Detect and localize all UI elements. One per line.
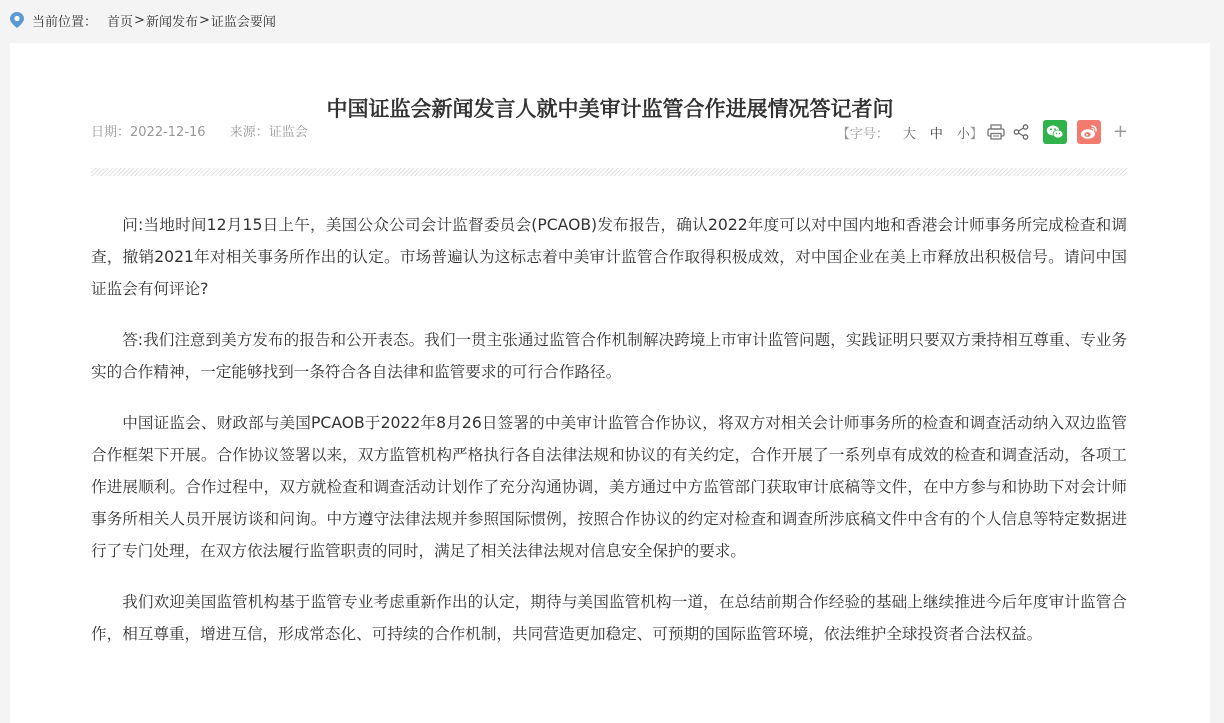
share-icon[interactable]: [1013, 124, 1029, 140]
wechat-icon[interactable]: [1043, 120, 1067, 144]
font-size-bracket-close: 】: [969, 126, 983, 142]
article-body: [91, 209, 1127, 669]
breadcrumb-separator: >: [134, 12, 145, 28]
breadcrumb-news-link[interactable]: 新闻发布: [145, 14, 198, 30]
article-paragraph: 中国证监会、财政部与美国PCAOB于2022年8月26日签署的中美审计监管合作协议，将双方对相关会计师事务所的检查和调查活动纳入双边监管合作框架下开展。合作协议签署以来，双方监管机构严格执行各自法律法规和协议的有关约定，合作开展了一系列卓有成效的检查和调查活动，各项工作进展顺利。合作过程中，双方就检查和调查活动计划作了充分沟通协调，美方通过中方监管部门获取审计底稿等文件，在中方参与和协助下对会计师事务所相关人员开展访谈和问询。中方遵守法律法规并参照国际惯例，按照合作协议的约定对检查和调查所涉底稿文件中含有的个人信息等特定数据进行了专门处理，在双方依法履行监管职责的同时，满足了相关法律法规对信息安全保护的要求。: [91, 414, 1127, 560]
article-paragraph: 我们欢迎美国监管机构基于监管专业考虑重新作出的认定，期待与美国监管机构一道，在总结前期合作经验的基础上继续推进今后年度审计监管合作，相互尊重，增进互信，形成常态化、可持续的合作机制，共同营造更加稳定、可预期的国际监管环境，依法维护全球投资者合法权益。: [91, 593, 1127, 643]
location-pin-icon: [10, 12, 24, 28]
breadcrumb-current-link[interactable]: 证监会要闻: [210, 14, 276, 30]
weibo-icon[interactable]: [1077, 120, 1101, 144]
article-card: [10, 43, 1210, 723]
font-size-large-button[interactable]: 大: [902, 126, 916, 142]
article-paragraph: 答:我们注意到美方发布的报告和公开表态。我们一贯主张通过监管合作机制解决跨境上市审计监管问题，实践证明只要双方秉持相互尊重、专业务实的合作精神，一定能够找到一条符合各自法律和监管要求的可行合作路径。: [91, 331, 1127, 381]
article-meta: [91, 121, 328, 140]
article-paragraph: 问:当地时间12月15日上午，美国公众公司会计监督委员会(PCAOB)发布报告，确认2022年度可以对中国内地和香港会计师事务所完成检查和调查，撤销2021年对相关事务所作出的认定。市场普遍认为这标志着中美审计监管合作取得积极成效，对中国企业在美上市释放出积极信号。请问中国证监会有何评论?: [91, 216, 1127, 298]
article-date: 日期：2022-12-16: [91, 125, 206, 140]
more-share-button[interactable]: +: [1112, 121, 1128, 142]
title-divider: [91, 168, 1127, 176]
breadcrumb-separator: >: [198, 12, 210, 28]
article-title: 中国证监会新闻发言人就中美审计监管合作进展情况答记者问: [326, 97, 894, 121]
font-size-medium-button[interactable]: 中: [929, 126, 943, 142]
article-source: 来源：证监会: [229, 125, 308, 140]
print-icon[interactable]: [987, 124, 1005, 140]
font-size-label: 【字号：: [836, 126, 889, 142]
font-size-small-button[interactable]: 小: [956, 126, 970, 142]
breadcrumb-label: 当前位置：: [32, 14, 98, 30]
breadcrumb: [0, 0, 1224, 40]
article-toolbar: [837, 119, 1128, 145]
breadcrumb-home-link[interactable]: 首页: [107, 14, 134, 30]
